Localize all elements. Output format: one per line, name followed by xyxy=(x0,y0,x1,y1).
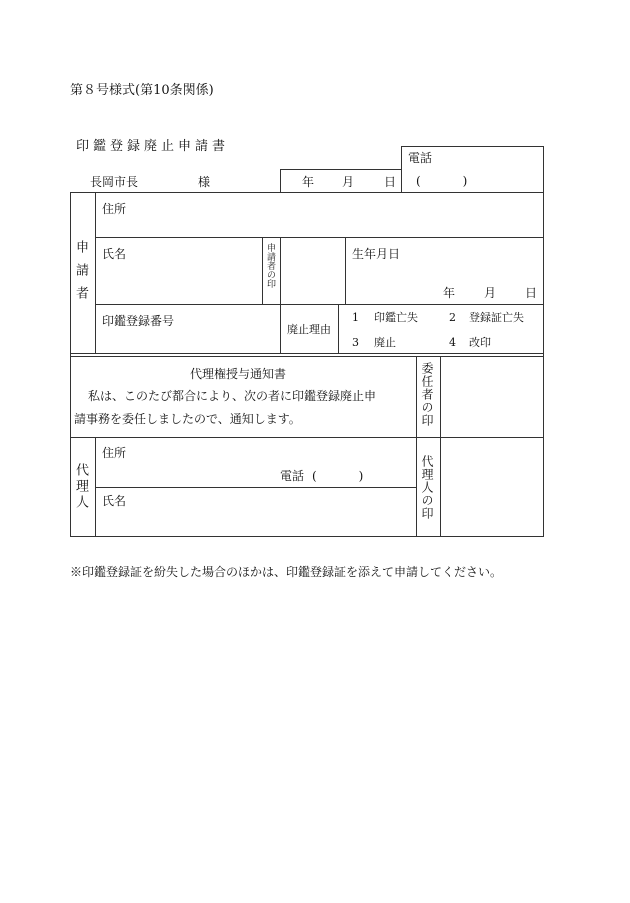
delegator-seal-right[interactable] xyxy=(440,356,441,537)
table-top-border xyxy=(70,192,544,193)
agent-address-label: 住所 xyxy=(102,446,127,460)
addressee-name: 長岡市長 xyxy=(90,175,139,189)
birth-month[interactable]: 月 xyxy=(484,286,497,300)
agent-section-label: 代理人 xyxy=(73,463,88,511)
date-day[interactable]: 日 xyxy=(384,175,397,189)
applicant-name-label: 氏名 xyxy=(102,247,127,261)
birth-day[interactable]: 日 xyxy=(525,286,538,300)
birth-date-label: 生年月日 xyxy=(352,247,401,261)
reason-2-number: 2 xyxy=(449,311,456,324)
date-year[interactable]: 年 xyxy=(302,175,315,189)
registration-number-label: 印鑑登録番号 xyxy=(102,314,175,328)
date-month[interactable]: 月 xyxy=(342,175,355,189)
phone-box-top xyxy=(401,146,544,147)
reason-1-text[interactable]: 印鑑亡失 xyxy=(374,311,418,324)
addressee-honorific: 様 xyxy=(198,175,211,189)
birth-year[interactable]: 年 xyxy=(443,286,456,300)
address-row-bottom xyxy=(95,237,544,238)
phone-label: 電話 xyxy=(408,151,433,165)
name-row-bottom xyxy=(95,304,544,305)
date-box-top xyxy=(280,169,402,170)
section-separator-2 xyxy=(70,356,544,357)
reason-3-text[interactable]: 廃止 xyxy=(374,336,396,349)
delegation-line-1: 私は、このたび都合により、次の者に印鑑登録廃止申 xyxy=(88,389,377,403)
seal-box-right xyxy=(280,237,281,304)
agent-phone-label: 電話 xyxy=(280,469,305,483)
date-box-left xyxy=(280,169,281,192)
form-title: 印鑑登録廃止申請書 xyxy=(76,139,230,154)
delegation-heading: 代理権授与通知書 xyxy=(190,367,287,381)
footnote: ※印鑑登録証を紛失した場合のほかは、印鑑登録証を添えて申請してください。 xyxy=(70,565,503,579)
phone-paren[interactable]: ( ) xyxy=(416,174,474,188)
delegation-bottom xyxy=(70,437,544,438)
applicant-address-label: 住所 xyxy=(102,202,127,216)
reason-divider xyxy=(338,304,339,354)
reason-1-number: 1 xyxy=(352,311,359,324)
agent-name-label: 氏名 xyxy=(102,494,127,508)
reason-2-text[interactable]: 登録証亡失 xyxy=(469,311,524,324)
section-separator-1 xyxy=(70,353,544,354)
agent-seal-label: 代理人の印 xyxy=(420,455,434,520)
table-bottom-border xyxy=(70,536,544,537)
table-left-border xyxy=(70,192,71,537)
delegator-seal-label: 委任者の印 xyxy=(420,362,434,427)
reg-number-divider xyxy=(280,304,281,354)
reason-4-number: 4 xyxy=(449,336,456,349)
applicant-section-label: 申請者 xyxy=(73,240,88,309)
abolition-reason-label: 廃止理由 xyxy=(287,323,331,336)
agent-phone-paren[interactable]: ( ) xyxy=(312,469,370,483)
applicant-seal-label: 申請者の印 xyxy=(265,243,275,288)
name-seal-divider xyxy=(262,237,263,304)
agent-address-bottom xyxy=(95,487,417,488)
form-number: 第８号様式(第10条関係) xyxy=(70,83,214,98)
table-right-border xyxy=(543,146,544,537)
birth-box-left[interactable] xyxy=(345,237,346,304)
reason-4-text[interactable]: 改印 xyxy=(469,336,491,349)
reason-3-number: 3 xyxy=(352,336,359,349)
delegator-seal-left xyxy=(416,356,417,537)
delegation-line-2: 請事務を委任しましたので、通知します。 xyxy=(74,412,301,426)
applicant-label-divider xyxy=(95,192,96,354)
